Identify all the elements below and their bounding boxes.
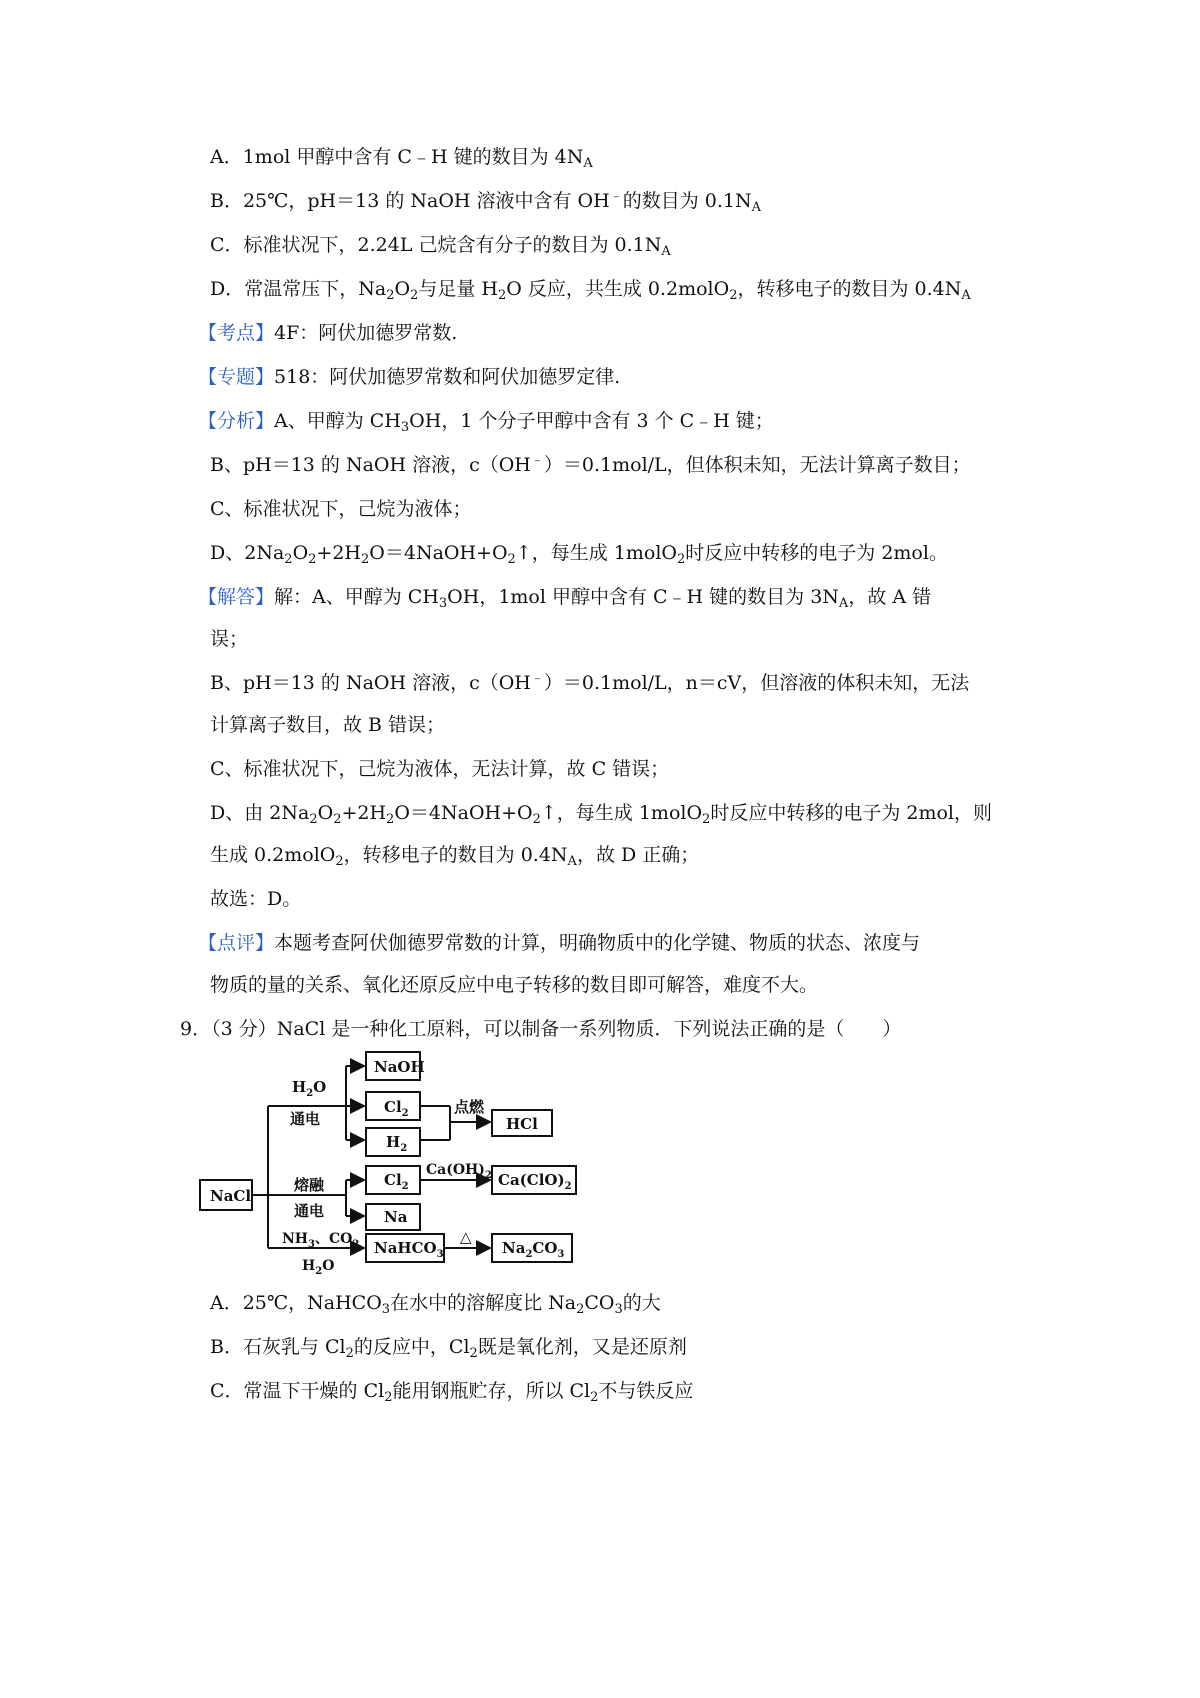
cond-h2o-2: $H_2O$ bbox=[302, 1258, 335, 1277]
fenxi-line-1: 【分析】A、甲醇为 $CH_3OH$，1 个分子甲醇中含有 3 个 C﹣H 键； bbox=[198, 410, 774, 435]
kaodian-tag: 【考点】 bbox=[198, 322, 275, 344]
fenxi-line-4: D、$2Na_2O_2+2H_2O=4NaOH+O_2↑$，每生成 1molO$_2$时反应中转移的电子为 2mol。 bbox=[210, 542, 948, 567]
cond-nh3-co2: $NH_3$、$CO_2$ bbox=[282, 1231, 360, 1250]
option-d: D．常温常压下，$Na_2O_2$与足量 $H_2O$ 反应，共生成 0.2molO$_2$，转移电子的数目为 $0.4N_A$ bbox=[210, 278, 971, 303]
cond-tongdian-2: 通电 bbox=[294, 1202, 325, 1220]
dianping-line-2: 物质的量的关系、氧化还原反应中电子转移的数目即可解答，难度不大。 bbox=[210, 974, 819, 996]
jieda-line-3: B、pH＝13 的 NaOH 溶液，c（OH﹣）＝0.1mol/L，n＝cV，但溶液的体积未知，无法 bbox=[210, 671, 970, 694]
jieda-line-1: 【解答】解：A、甲醇为 $CH_3OH$，1mol 甲醇中含有 C﹣H 键的数目为 $3N_A$，故 A 错 bbox=[198, 586, 932, 611]
zhuanti-line: 【专题】518：阿伏加德罗常数和阿伏加德罗定律. bbox=[198, 366, 621, 388]
h2-label: $H_2$ bbox=[386, 1133, 408, 1154]
caclo2-label: $Ca(ClO)_2$ bbox=[498, 1171, 572, 1192]
jieda-line-8: 故选：D。 bbox=[210, 888, 302, 910]
cond-delta: △ bbox=[460, 1228, 472, 1246]
cond-dianran: 点燃 bbox=[454, 1098, 485, 1116]
zhuanti-tag: 【专题】 bbox=[198, 366, 275, 388]
nahco3-label: NaHCO$_3$ bbox=[374, 1239, 444, 1260]
jieda-line-7: 生成 0.2molO$_2$，转移电子的数目为 $0.4N_A$，故 D 正确； bbox=[210, 844, 700, 869]
option-c: C．标准状况下，2.24L 己烷含有分子的数目为 $0.1N_A$ bbox=[210, 234, 671, 259]
na2co3-label: $Na_2CO_3$ bbox=[502, 1239, 565, 1260]
nacl-label: NaCl bbox=[210, 1187, 252, 1205]
q9-option-b: B．石灰乳与 $Cl_2$的反应中，$Cl_2$既是氧化剂，又是还原剂 bbox=[210, 1336, 687, 1361]
option-a: A．1mol 甲醇中含有 C﹣H 键的数目为 $4N_A$ bbox=[210, 146, 593, 171]
jieda-line-2: 误； bbox=[210, 628, 249, 650]
naoh-label: NaOH bbox=[374, 1058, 425, 1076]
jieda-line-5: C、标准状况下，己烷为液体，无法计算，故 C 错误； bbox=[210, 758, 670, 780]
cond-h2o: $H_2O$ bbox=[292, 1078, 327, 1099]
cl2-label-a: $Cl_2$ bbox=[384, 1098, 409, 1119]
option-b: B．25℃，pH＝13 的 NaOH 溶液中含有 OH﹣的数目为 $0.1N_A$ bbox=[210, 189, 762, 215]
cl2-label-b: $Cl_2$ bbox=[384, 1171, 409, 1192]
q9-option-c: C．常温下干燥的 $Cl_2$能用钢瓶贮存，所以 $Cl_2$不与铁反应 bbox=[210, 1380, 694, 1405]
cond-caoh2: $Ca(OH)_2$ bbox=[426, 1162, 492, 1181]
jieda-tag: 【解答】 bbox=[198, 586, 275, 608]
dianping-line-1: 【点评】本题考查阿伏伽德罗常数的计算，明确物质中的化学键、物质的状态、浓度与 bbox=[198, 932, 921, 954]
hcl-label: HCl bbox=[506, 1115, 538, 1133]
cond-rongrong: 熔融 bbox=[294, 1176, 325, 1194]
kaodian-line: 【考点】4F：阿伏加德罗常数. bbox=[198, 322, 458, 344]
jieda-line-4: 计算离子数目，故 B 错误； bbox=[210, 714, 446, 736]
dianping-tag: 【点评】 bbox=[198, 932, 275, 954]
nacl-reaction-diagram bbox=[198, 1040, 618, 1280]
fenxi-tag: 【分析】 bbox=[198, 410, 275, 432]
question-9-stem: 9．（3 分）NaCl 是一种化工原料，可以制备一系列物质．下列说法正确的是（ ） bbox=[180, 1018, 902, 1040]
fenxi-line-2: B、pH＝13 的 NaOH 溶液，c（OH﹣）＝0.1mol/L，但体积未知，无法计算离子数目； bbox=[210, 453, 971, 476]
jieda-line-6: D、由 $2Na_2O_2+2H_2O=4NaOH+O_2↑$，每生成 1molO$_2$时反应中转移的电子为 2mol，则 bbox=[210, 802, 992, 827]
fenxi-line-3: C、标准状况下，己烷为液体； bbox=[210, 498, 472, 520]
na-label: Na bbox=[384, 1208, 408, 1226]
q9-option-a: A．25℃，NaHCO$_3$在水中的溶解度比 $Na_2CO_3$的大 bbox=[210, 1292, 661, 1317]
cond-tongdian: 通电 bbox=[290, 1110, 321, 1128]
